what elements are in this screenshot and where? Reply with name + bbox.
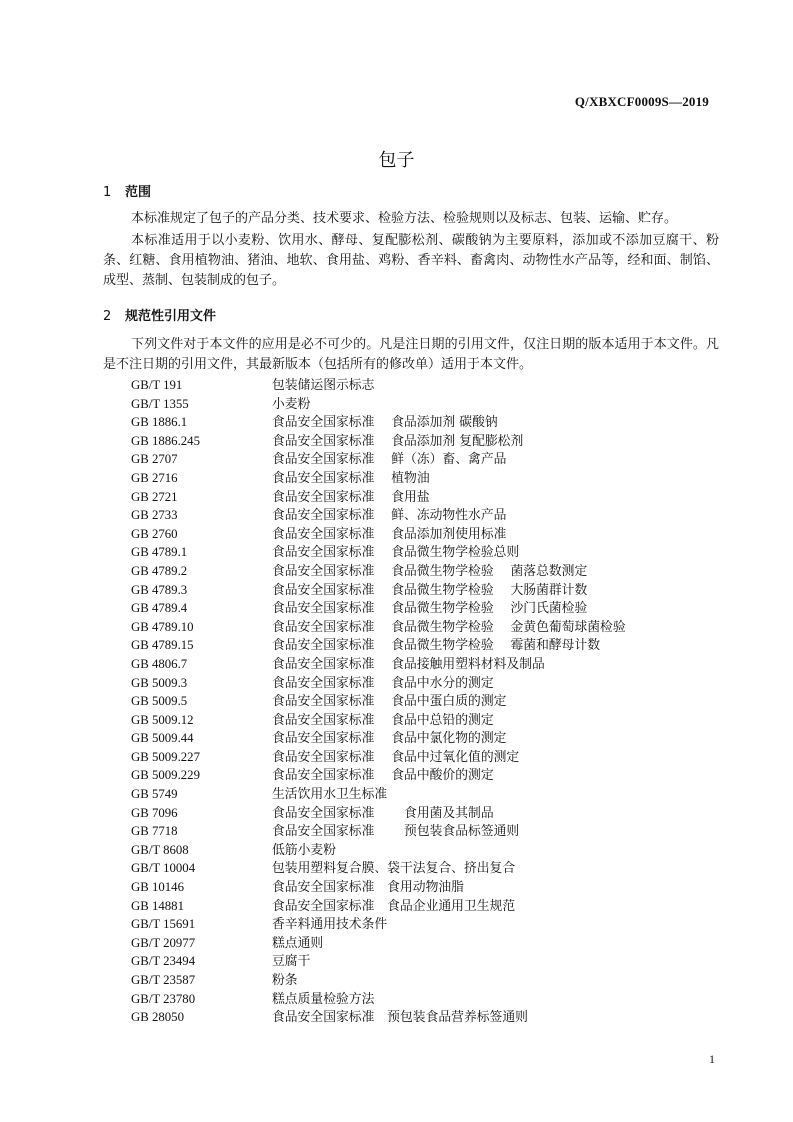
reference-code: GB/T 23780 <box>131 991 196 1006</box>
reference-row <box>131 934 691 953</box>
reference-title: 糕点通则 <box>272 935 324 951</box>
reference-list <box>131 376 691 1027</box>
reference-row <box>131 581 691 600</box>
reference-title: 食品安全国家标准 食品中氯化物的测定 <box>272 731 507 747</box>
reference-row <box>131 450 691 469</box>
reference-row <box>131 915 691 934</box>
reference-row <box>131 841 691 860</box>
reference-title: 食品安全国家标准 食品企业通用卫生规范 <box>272 898 516 914</box>
reference-title: 包装储运图示标志 <box>272 378 375 393</box>
reference-code: GB/T 15691 <box>131 917 196 932</box>
reference-row <box>131 506 691 525</box>
reference-code: GB 4789.3 <box>131 582 188 597</box>
reference-title: 食品安全国家标准 鲜（冻）畜、禽产品 <box>272 452 507 468</box>
reference-title: 食品安全国家标准 食品中水分的测定 <box>272 675 494 691</box>
reference-row <box>131 469 691 488</box>
reference-title: 粉条 <box>272 973 298 988</box>
reference-title: 包装用塑料复合膜、袋干法复合、挤出复合 <box>272 861 516 877</box>
reference-code: GB 2733 <box>131 508 178 523</box>
reference-row <box>131 674 691 693</box>
reference-code: GB/T 23587 <box>131 973 196 987</box>
reference-title: 食品安全国家标准 食品中酸价的测定 <box>272 768 494 784</box>
reference-code: GB/T 191 <box>131 378 183 392</box>
reference-title: 食品安全国家标准 食用盐 <box>272 489 430 505</box>
reference-code: GB 4789.15 <box>131 638 194 653</box>
reference-code: GB 5009.12 <box>131 712 194 727</box>
reference-code: GB 2716 <box>131 470 178 485</box>
reference-row <box>131 990 691 1009</box>
reference-row <box>131 618 691 637</box>
reference-row <box>131 395 691 414</box>
reference-title: 食品安全国家标准 食品中蛋白质的测定 <box>272 694 507 710</box>
reference-row <box>131 971 691 990</box>
reference-code: GB 28050 <box>131 1010 184 1025</box>
reference-code: GB 2707 <box>131 452 178 467</box>
reference-title: 食品安全国家标准 食品接触用塑料材料及制品 <box>272 656 545 672</box>
scope-paragraph-1: 本标准规定了包子的产品分类、技术要求、检验方法、检验规则以及标志、包装、运输、贮存。 <box>131 211 678 226</box>
reference-code: GB 5009.227 <box>131 749 200 764</box>
reference-row <box>131 543 691 562</box>
reference-code: GB 10146 <box>131 880 184 895</box>
reference-code: GB 1886.245 <box>131 433 200 448</box>
reference-code: GB 14881 <box>131 898 184 913</box>
reference-row <box>131 878 691 897</box>
reference-title: 食品安全国家标准 食品微生物学检验 霉菌和酵母计数 <box>272 638 601 654</box>
reference-title: 生活饮用水卫生标准 <box>272 787 388 803</box>
section-number: 2 <box>103 309 112 324</box>
reference-code: GB/T 20977 <box>131 935 196 950</box>
page-number: 1 <box>709 1052 715 1066</box>
reference-row <box>131 785 691 804</box>
reference-code: GB 1886.1 <box>131 415 188 430</box>
reference-title: 食品安全国家标准 鲜、冻动物性水产品 <box>272 508 507 524</box>
references-intro: 下列文件对于本文件的应用是必不可少的。凡是注日期的引用文件，仅注日期的版本适用于本文件。凡是不注日期的引用文件，其最新版本（包括所有的修改单）适用于本文件。 <box>103 337 719 372</box>
reference-title: 食品安全国家标准 植物油 <box>272 470 430 486</box>
reference-row <box>131 376 691 395</box>
reference-row <box>131 692 691 711</box>
document-code: Q/XBXCF0009S—2019 <box>574 94 709 109</box>
reference-row <box>131 766 691 785</box>
reference-code: GB/T 8608 <box>131 842 189 857</box>
reference-code: GB 5009.5 <box>131 694 188 709</box>
reference-title: 低筋小麦粉 <box>272 842 336 858</box>
scope-paragraph-2: 本标准适用于以小麦粉、饮用水、酵母、复配膨松剂、碳酸钠为主要原料，添加或不添加豆腐干、粉条、红糖、食用植物油、猪油、地软、食用盐、鸡粉、香辛料、畜禽肉、动物性水产品等，经和面、制馅、成型、蒸制、包装制成的包子。 <box>103 233 719 288</box>
reference-code: GB 5009.229 <box>131 768 200 783</box>
reference-title: 香辛料通用技术条件 <box>272 917 388 933</box>
section-title: 范围 <box>125 185 152 200</box>
reference-row <box>131 952 691 971</box>
reference-title: 食品安全国家标准 食品微生物学检验 金黄色葡萄球菌检验 <box>272 619 626 635</box>
reference-row <box>131 488 691 507</box>
reference-row <box>131 711 691 730</box>
reference-code: GB 2760 <box>131 526 178 541</box>
reference-title: 食品安全国家标准 食品微生物学检验 大肠菌群计数 <box>272 582 588 598</box>
reference-code: GB 2721 <box>131 489 178 504</box>
reference-code: GB 4789.1 <box>131 545 188 560</box>
reference-title: 食品安全国家标准 预包装食品营养标签通则 <box>272 1010 528 1026</box>
reference-title: 豆腐干 <box>272 954 311 970</box>
reference-code: GB 4806.7 <box>131 656 188 671</box>
section-heading-scope <box>103 181 151 200</box>
reference-code: GB 4789.4 <box>131 601 188 616</box>
reference-code: GB 5749 <box>131 787 178 802</box>
reference-row <box>131 413 691 432</box>
reference-code: GB 7096 <box>131 805 178 820</box>
reference-row <box>131 748 691 767</box>
reference-title: 食品安全国家标准 食品添加剂使用标准 <box>272 526 507 542</box>
reference-row <box>131 897 691 916</box>
section-heading-references <box>103 305 216 324</box>
reference-code: GB 5009.44 <box>131 731 194 746</box>
page-title: 包子 <box>378 150 415 171</box>
reference-title: 食品安全国家标准 食品中过氧化值的测定 <box>272 749 520 765</box>
reference-code: GB 4789.2 <box>131 563 188 578</box>
section-title: 规范性引用文件 <box>125 309 217 324</box>
reference-title: 食品安全国家标准 食品微生物学检验总则 <box>272 545 520 561</box>
reference-row <box>131 729 691 748</box>
reference-row <box>131 859 691 878</box>
reference-row <box>131 562 691 581</box>
reference-title: 食品安全国家标准 食品微生物学检验 菌落总数测定 <box>272 563 588 579</box>
reference-code: GB 4789.10 <box>131 619 194 634</box>
reference-title: 小麦粉 <box>272 396 311 412</box>
reference-title: 食品安全国家标准 食用动物油脂 <box>272 880 464 896</box>
reference-row <box>131 599 691 618</box>
reference-row <box>131 636 691 655</box>
reference-code: GB/T 23494 <box>131 954 196 969</box>
reference-row <box>131 432 691 451</box>
reference-title: 食品安全国家标准 食用菌及其制品 <box>272 805 494 821</box>
reference-title: 糕点质量检验方法 <box>272 991 375 1007</box>
reference-row <box>131 822 691 841</box>
reference-code: GB 5009.3 <box>131 675 188 690</box>
section-number: 1 <box>103 185 112 200</box>
reference-row <box>131 525 691 544</box>
reference-row <box>131 1008 691 1027</box>
reference-code: GB/T 10004 <box>131 861 196 876</box>
reference-title: 食品安全国家标准 预包装食品标签通则 <box>272 824 520 840</box>
reference-title: 食品安全国家标准 食品添加剂 复配膨松剂 <box>272 433 524 449</box>
reference-title: 食品安全国家标准 食品中总铅的测定 <box>272 712 494 728</box>
reference-row <box>131 655 691 674</box>
reference-title: 食品安全国家标准 食品微生物学检验 沙门氏菌检验 <box>272 601 588 617</box>
reference-code: GB 7718 <box>131 824 178 839</box>
reference-row <box>131 804 691 823</box>
reference-code: GB/T 1355 <box>131 396 189 411</box>
reference-title: 食品安全国家标准 食品添加剂 碳酸钠 <box>272 415 498 431</box>
